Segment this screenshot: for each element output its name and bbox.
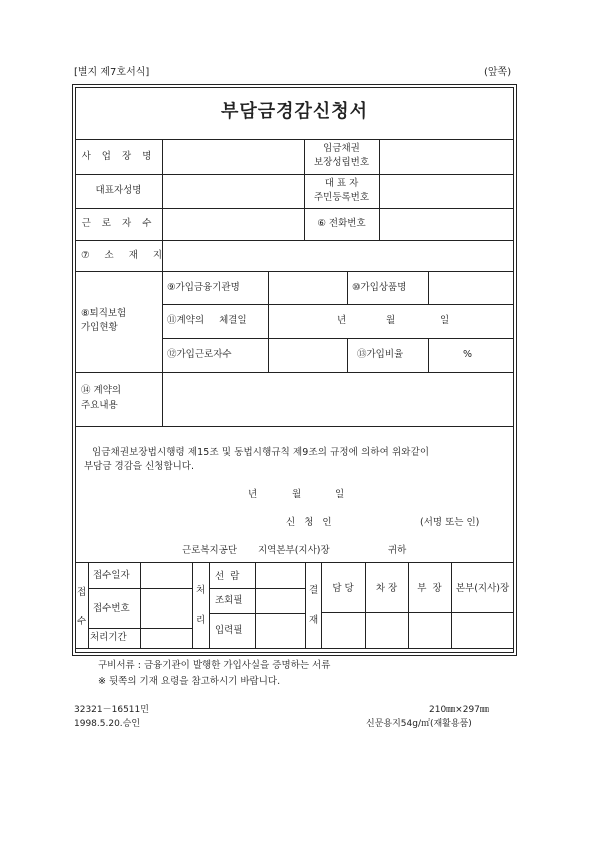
recipient-branch: 지역본부(지사)장: [258, 545, 330, 556]
divider: [209, 613, 305, 614]
wage-claim-label-1: 임금채권: [323, 143, 360, 154]
divider: [268, 304, 269, 338]
join-ratio-label: ⑬가입비율: [357, 349, 404, 360]
divider: [88, 628, 192, 629]
percent-unit: %: [463, 349, 473, 360]
divider: [75, 372, 514, 373]
divider: [209, 562, 210, 648]
inquiry-label: 조회필: [215, 595, 243, 606]
month-unit: 월: [386, 315, 396, 326]
recipient-org: 근로복지공단: [182, 545, 238, 556]
divider: [305, 562, 306, 648]
phone-label: ⑥ 전화번호: [317, 218, 366, 229]
contract-date-label: ⑪계약의 체결일: [167, 315, 247, 326]
paper-type: 신문용지54g/㎡(재활용품): [366, 719, 472, 729]
divider: [192, 562, 193, 648]
receipt-vertical-2: 수: [77, 616, 87, 627]
form-number: [별지 제7호서식]: [74, 67, 150, 78]
statement-line-2: 부담금 경감을 신청합니다.: [84, 461, 195, 472]
divider: [75, 139, 514, 140]
receipt-vertical-1: 접: [77, 587, 87, 598]
divider: [255, 562, 256, 648]
approver-manager: 부 장: [417, 583, 442, 594]
contract-main-label-2: 주요내용: [81, 400, 118, 411]
pension-label-2: 가입현황: [81, 322, 118, 333]
approver-deputy: 차 장: [375, 583, 398, 594]
fin-inst-label: ⑨가입금융기관명: [167, 282, 240, 293]
statement-line-1: 임금채권보장법시행령 제15조 및 동법시행규칙 제9조의 규정에 의하여 위와같이: [92, 447, 430, 458]
workplace-name-label: 사 업 장 명: [81, 151, 156, 162]
year-unit: 년: [337, 315, 347, 326]
input-label: 입력필: [215, 625, 243, 636]
divider: [268, 271, 269, 304]
approver-staff: 담 당: [332, 583, 354, 594]
statement-day: 일: [335, 489, 345, 500]
process-period-label: 처리기간: [90, 632, 127, 643]
day-unit: 일: [440, 315, 450, 326]
product-label: ⑩가입상품명: [352, 282, 407, 293]
divider: [88, 562, 89, 648]
joined-workers-label: ⑫가입근로자수: [167, 349, 232, 360]
divider: [75, 208, 514, 209]
divider: [75, 174, 514, 175]
applicant-label: 신 청 인: [286, 517, 335, 528]
process-vertical-2: 리: [196, 615, 206, 626]
divider: [75, 271, 514, 272]
address-label: ⑦ 소 재 지: [81, 250, 169, 261]
statement-year: 년: [248, 489, 258, 500]
divider: [75, 240, 514, 241]
rep-id-label-1: 대 표 자: [324, 178, 359, 189]
process-vertical-1: 처: [196, 585, 206, 596]
recipient-suffix: 귀하: [388, 545, 407, 556]
paper-size: 210㎜×297㎜: [429, 705, 489, 715]
approval-vertical-1: 결: [309, 585, 319, 596]
divider: [428, 271, 429, 304]
signature-label: (서명 또는 인): [420, 517, 480, 528]
divider: [379, 139, 380, 240]
divider: [408, 562, 409, 648]
divider: [88, 588, 192, 589]
wage-claim-label-2: 보장성립번호: [313, 157, 370, 168]
approval-vertical-2: 재: [309, 615, 319, 626]
divider: [347, 271, 348, 304]
divider: [428, 338, 429, 372]
divider: [75, 648, 514, 649]
divider: [321, 562, 322, 648]
reference-note: ※ 뒷쪽의 기재 요령을 참고하시기 바랍니다.: [98, 676, 281, 687]
divider: [321, 612, 514, 613]
divider: [162, 304, 514, 305]
sunram-label: 선 람: [215, 571, 240, 582]
divider: [365, 562, 366, 648]
divider: [209, 588, 305, 589]
divider: [140, 562, 141, 648]
receipt-no-label: 접수번호: [93, 603, 130, 614]
approver-head: 본부(지사)장: [455, 583, 510, 594]
pension-label-1: ⑧퇴직보험: [81, 308, 127, 319]
divider: [162, 139, 163, 426]
receipt-date-label: 접수일자: [93, 570, 130, 581]
statement-month: 월: [292, 489, 302, 500]
divider: [162, 338, 514, 339]
page-side-label: (앞쪽): [484, 67, 512, 78]
workers-label: 근 로 자 수: [81, 218, 156, 229]
approval-date: 1998.5.20.승인: [74, 719, 141, 729]
form-code: 32321－16511민: [74, 705, 149, 715]
divider: [347, 338, 348, 372]
form-title: 부담금경감신청서: [220, 101, 369, 122]
divider: [451, 562, 452, 648]
rep-name-label: 대표자성명: [95, 185, 142, 196]
divider: [268, 338, 269, 372]
rep-id-label-2: 주민등록번호: [313, 192, 370, 203]
contract-main-label-1: ⑭ 계약의: [81, 385, 122, 396]
divider: [75, 426, 514, 427]
required-docs-note: 구비서류 : 금융기관이 발행한 가입사실을 증명하는 서류: [98, 660, 331, 671]
